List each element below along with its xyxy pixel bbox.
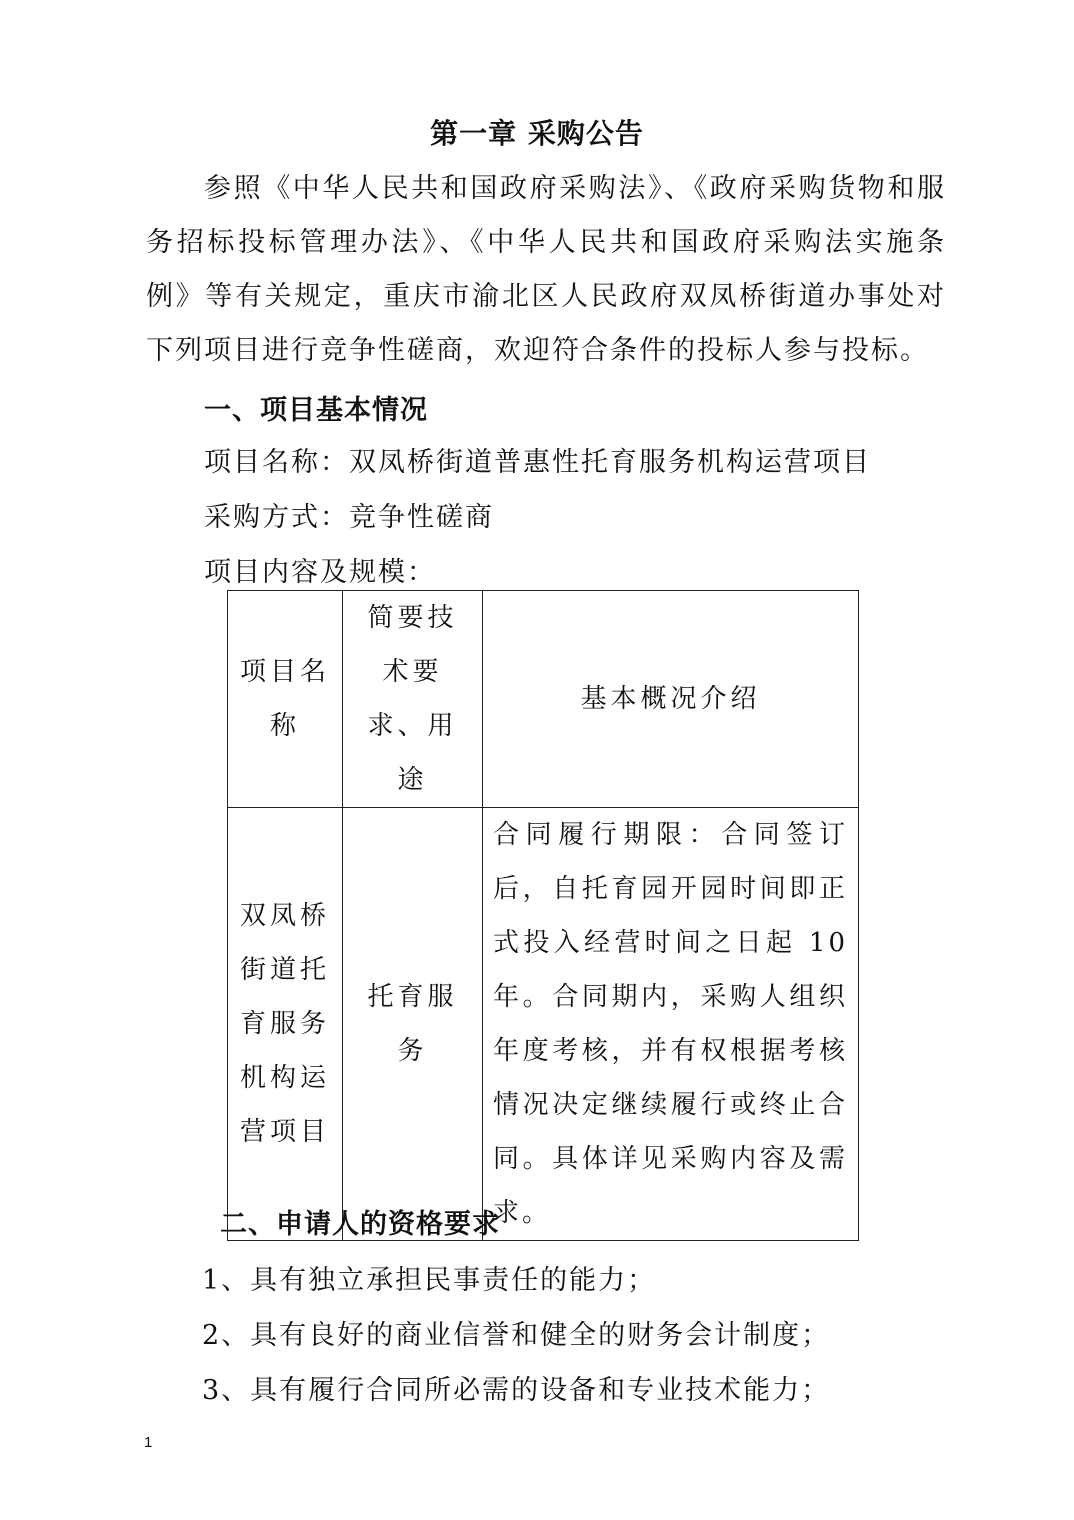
table-header-row	[228, 591, 859, 808]
page-number: 1	[144, 1434, 153, 1451]
table-row	[228, 808, 859, 1241]
project-content-label: 项目内容及规模：	[204, 557, 436, 588]
table-header-overview: 基本概况介绍	[483, 591, 859, 808]
section-heading-project-basics: 一、项目基本情况	[204, 395, 428, 426]
table-cell-overview: 合同履行期限：合同签订后，自托育园开园时间即正式投入经营时间之日起 10 年。合同期内，采购人组织年度考核，并有权根据考核情况决定继续履行或终止合同。具体详见采购内容及需求。	[483, 808, 859, 1241]
page-title: 第一章 采购公告	[430, 117, 644, 150]
section-heading-qualifications: 二、申请人的资格要求	[220, 1209, 500, 1240]
qualification-item: 1、具有独立承担民事责任的能力；	[202, 1265, 657, 1296]
qualification-item: 2、具有良好的商业信誉和健全的财务会计制度；	[202, 1320, 831, 1351]
table-header-name: 项目名称	[228, 591, 343, 808]
table-header-usage: 简要技术要求、用途	[343, 591, 483, 808]
project-name-line: 项目名称：双凤桥街道普惠性托育服务机构运营项目	[204, 447, 871, 478]
qualification-item: 3、具有履行合同所必需的设备和专业技术能力；	[202, 1375, 831, 1406]
project-content-table	[227, 590, 859, 1241]
table-cell-project-name: 双凤桥街道托育服务机构运营项目	[228, 808, 343, 1241]
table-cell-usage: 托育服务	[343, 808, 483, 1241]
procurement-method-line: 采购方式：竞争性磋商	[204, 502, 494, 533]
intro-paragraph: 参照《中华人民共和国政府采购法》、《政府采购货物和服务招标投标管理办法》、《中华人民共和国政府采购法实施条例》等有关规定，重庆市渝北区人民政府双凤桥街道办事处对下列项目进行竞争性磋商，欢迎符合条件的投标人参与投标。	[146, 173, 946, 366]
